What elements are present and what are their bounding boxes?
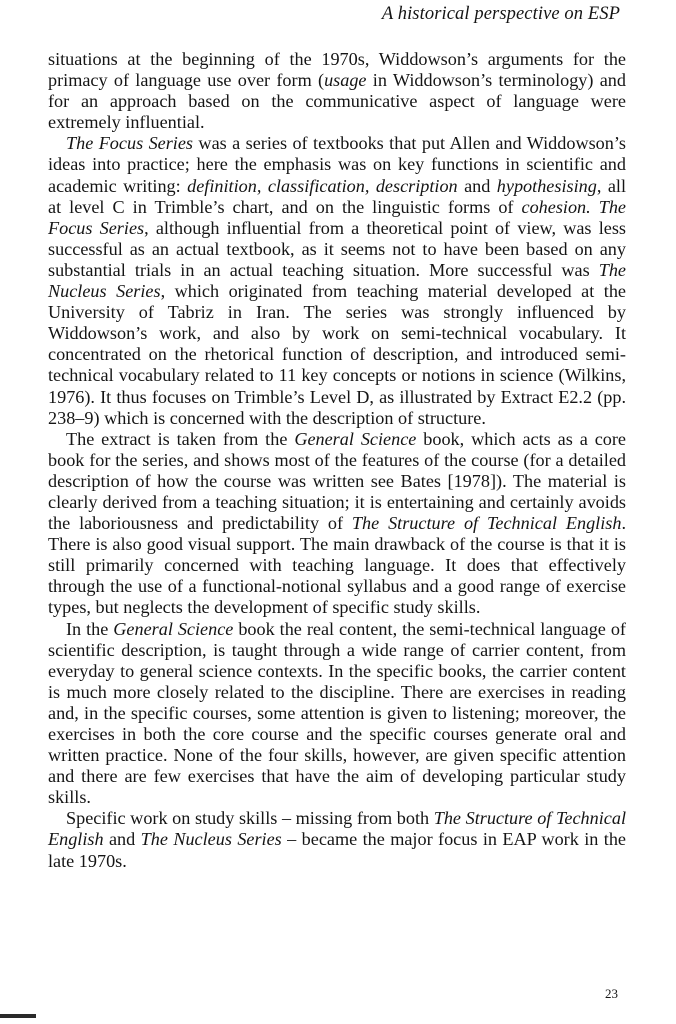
italic-run: The Nucleus Series [140,829,282,850]
text-run: and [103,829,141,850]
italic-run: cohesion. The Focus Series [48,196,626,238]
italic-run: The Focus Series [66,133,194,154]
text-run: , which originated from teaching material developed at the University of Tabriz in Iran. The series was strongly influenced by Widdowson’s work, and also by work on semi-technical vocabulary. It concentrated on the rhetorical function of description, and introduced semi-technical vocabulary related to 11 key concepts or notions in science (Wilkins, 1976). It thus focuses on Trimble’s Level D, as illustrated by Extract E2.2 (pp. 238–9) which is concerned with the description of structure. [48,281,626,428]
italic-run: The Structure of Technical English [48,808,626,850]
italic-run: hypothesising [496,175,597,196]
paragraph [48,808,626,871]
paragraph [48,619,626,809]
paragraph [48,429,626,619]
paragraph [48,133,626,428]
text-run: Specific work on study skills – missing from both [66,808,434,829]
body-text [48,49,626,872]
text-run: The extract is taken from the [66,428,295,449]
italic-run: The Structure of Technical English [351,513,622,534]
page-number: 23 [605,986,618,1001]
running-header: A historical perspective on ESP [381,4,620,24]
italic-run: definition, classification, description [187,175,458,196]
italic-run: usage [324,70,367,91]
text-run: situations at the beginning of the 1970s, Widdowson’s arguments for the primacy of language use over form ( [48,49,626,91]
text-run: , all at level C in Trimble’s chart, and on the linguistic forms of [48,175,626,217]
scan-edge-mark [0,1014,36,1018]
italic-run: General Science [294,428,417,449]
text-run: and [457,175,497,196]
text-run: book, which acts as a core book for the series, and shows most of the features of the course (for a detailed description of how the course was written see Bates [1978]). The material is clearly derived from a teaching situation; it is entertaining and certainly avoids the laboriousness and predictability of [48,428,626,534]
text-run: , although influential from a theoretical point of view, was less successful as an actual textbook, as it seems not to have been based on any substantial trials in an actual teaching situation. More successful was [48,217,626,280]
text-run: was a series of textbooks that put Allen and Widdowson’s ideas into practice; here the emphasis was on key functions in scientific and academic writing: [48,133,626,196]
text-run: . There is also good visual support. The main drawback of the course is that it is still primarily concerned with teaching language. It does that effectively through the use of a functional-notional syllabus and a good range of exercise types, but neglects the development of specific study skills. [48,513,626,618]
italic-run: The Nucleus Series [48,259,626,302]
text-run: – became the major focus in EAP work in the late 1970s. [48,829,626,871]
paragraph [48,49,626,133]
italic-run: General Science [113,618,234,639]
text-run: in Widdowson’s terminology) and for an approach based on the communicative aspect of language were extremely influential. [48,70,626,133]
text-run: book the real content, the semi-technical language of scientific description, is taught through a wide range of carrier content, from everyday to general science contexts. In the specific books, the carrier content is much more closely related to the discipline. There are exercises in reading and, in the specific courses, some attention is given to listening; moreover, the exercises in both the core course and the specific courses generate oral and written practice. None of the four skills, however, are given specific attention and there are few exercises that have the aim of developing particular study skills. [48,618,626,808]
text-run: In the [66,618,114,639]
